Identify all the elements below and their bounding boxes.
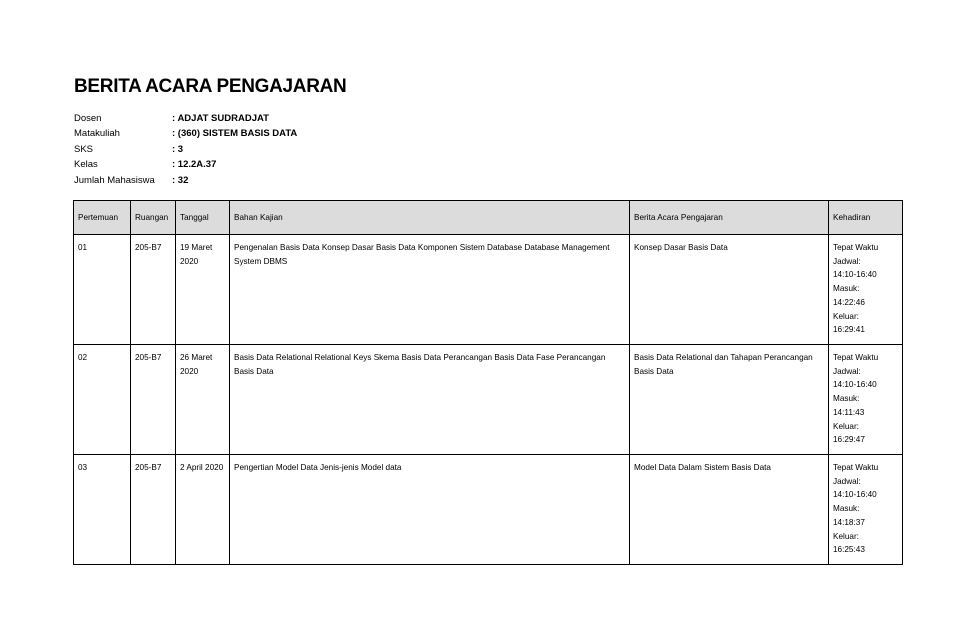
cell-berita-acara: Basis Data Relational dan Tahapan Perancangan Basis Data xyxy=(630,345,829,455)
cell-tanggal: 26 Maret 2020 xyxy=(176,345,230,455)
kehadiran-jadwal-label: Jadwal: xyxy=(833,366,861,376)
kehadiran-masuk-value: 14:18:37 xyxy=(833,517,865,527)
header-berita-acara: Berita Acara Pengajaran xyxy=(630,201,829,235)
header-kehadiran: Kehadiran xyxy=(829,201,903,235)
kehadiran-jadwal-label: Jadwal: xyxy=(833,256,861,266)
cell-ruangan: 205-B7 xyxy=(131,235,176,345)
info-value: : ADJAT SUDRADJAT xyxy=(172,113,269,124)
table-row xyxy=(74,345,903,455)
header-ruangan: Ruangan xyxy=(131,201,176,235)
kehadiran-masuk-label: Masuk: xyxy=(833,284,860,294)
kehadiran-jadwal-value: 14:10-16:40 xyxy=(833,270,877,280)
table-header-row xyxy=(74,201,903,235)
kehadiran-masuk-value: 14:22:46 xyxy=(833,297,865,307)
table-row xyxy=(74,455,903,565)
cell-bahan-kajian: Pengertian Model Data Jenis-jenis Model data xyxy=(230,455,630,565)
header-pertemuan: Pertemuan xyxy=(74,201,131,235)
kehadiran-jadwal-value: 14:10-16:40 xyxy=(833,490,877,500)
info-label: Jumlah Mahasiswa xyxy=(74,174,155,186)
cell-ruangan: 205-B7 xyxy=(131,455,176,565)
kehadiran-keluar-value: 16:29:41 xyxy=(833,325,865,335)
info-row-matakuliah xyxy=(74,126,297,141)
kehadiran-status: Tepat Waktu xyxy=(833,463,879,472)
cell-kehadiran xyxy=(829,455,903,565)
cell-kehadiran xyxy=(829,235,903,345)
info-row-jumlah-mahasiswa xyxy=(74,173,297,188)
cell-pertemuan: 03 xyxy=(74,455,131,565)
info-label: Kelas xyxy=(74,159,98,171)
kehadiran-keluar-label: Keluar: xyxy=(833,421,859,431)
info-value: : (360) SISTEM BASIS DATA xyxy=(172,128,298,140)
info-row-sks xyxy=(74,142,297,157)
cell-pertemuan: 02 xyxy=(74,345,131,455)
kehadiran-status: Tepat Waktu xyxy=(833,243,879,252)
info-label: SKS xyxy=(74,143,94,155)
kehadiran-status: Tepat Waktu xyxy=(833,353,879,362)
info-value: : 12.2A.37 xyxy=(172,159,217,171)
kehadiran-jadwal-label: Jadwal: xyxy=(833,476,861,486)
cell-pertemuan: 01 xyxy=(74,235,131,345)
cell-berita-acara: Model Data Dalam Sistem Basis Data xyxy=(630,455,829,565)
info-value: : 32 xyxy=(172,174,189,186)
info-row-kelas xyxy=(74,157,297,172)
cell-tanggal: 19 Maret 2020 xyxy=(176,235,230,345)
document-title: BERITA ACARA PENGAJARAN xyxy=(74,76,347,97)
teaching-record-table xyxy=(73,200,903,565)
info-label: Matakuliah xyxy=(74,128,120,140)
cell-tanggal: 2 April 2020 xyxy=(176,455,230,565)
kehadiran-masuk-label: Masuk: xyxy=(833,394,860,404)
kehadiran-keluar-label: Keluar: xyxy=(833,311,859,321)
header-tanggal: Tanggal xyxy=(176,201,230,235)
kehadiran-keluar-value: 16:25:43 xyxy=(833,545,865,555)
table-row xyxy=(74,235,903,345)
cell-kehadiran xyxy=(829,345,903,455)
kehadiran-jadwal-value: 14:10-16:40 xyxy=(833,380,877,390)
cell-bahan-kajian: Pengenalan Basis Data Konsep Dasar Basis Data Komponen Sistem Database Database Management System DBMS xyxy=(230,235,630,345)
kehadiran-masuk-value: 14:11:43 xyxy=(833,407,865,417)
cell-bahan-kajian: Basis Data Relational Relational Keys Skema Basis Data Perancangan Basis Data Fase Perancangan Basis Data xyxy=(230,345,630,455)
kehadiran-masuk-label: Masuk: xyxy=(833,504,860,514)
info-label: Dosen xyxy=(74,113,102,124)
kehadiran-keluar-value: 16:29:47 xyxy=(833,435,865,445)
kehadiran-keluar-label: Keluar: xyxy=(833,531,859,541)
course-info xyxy=(74,111,297,188)
cell-ruangan: 205-B7 xyxy=(131,345,176,455)
info-value: : 3 xyxy=(172,143,184,155)
header-bahan-kajian: Bahan Kajian xyxy=(230,201,630,235)
info-row-dosen xyxy=(74,111,297,126)
cell-berita-acara: Konsep Dasar Basis Data xyxy=(630,235,829,345)
